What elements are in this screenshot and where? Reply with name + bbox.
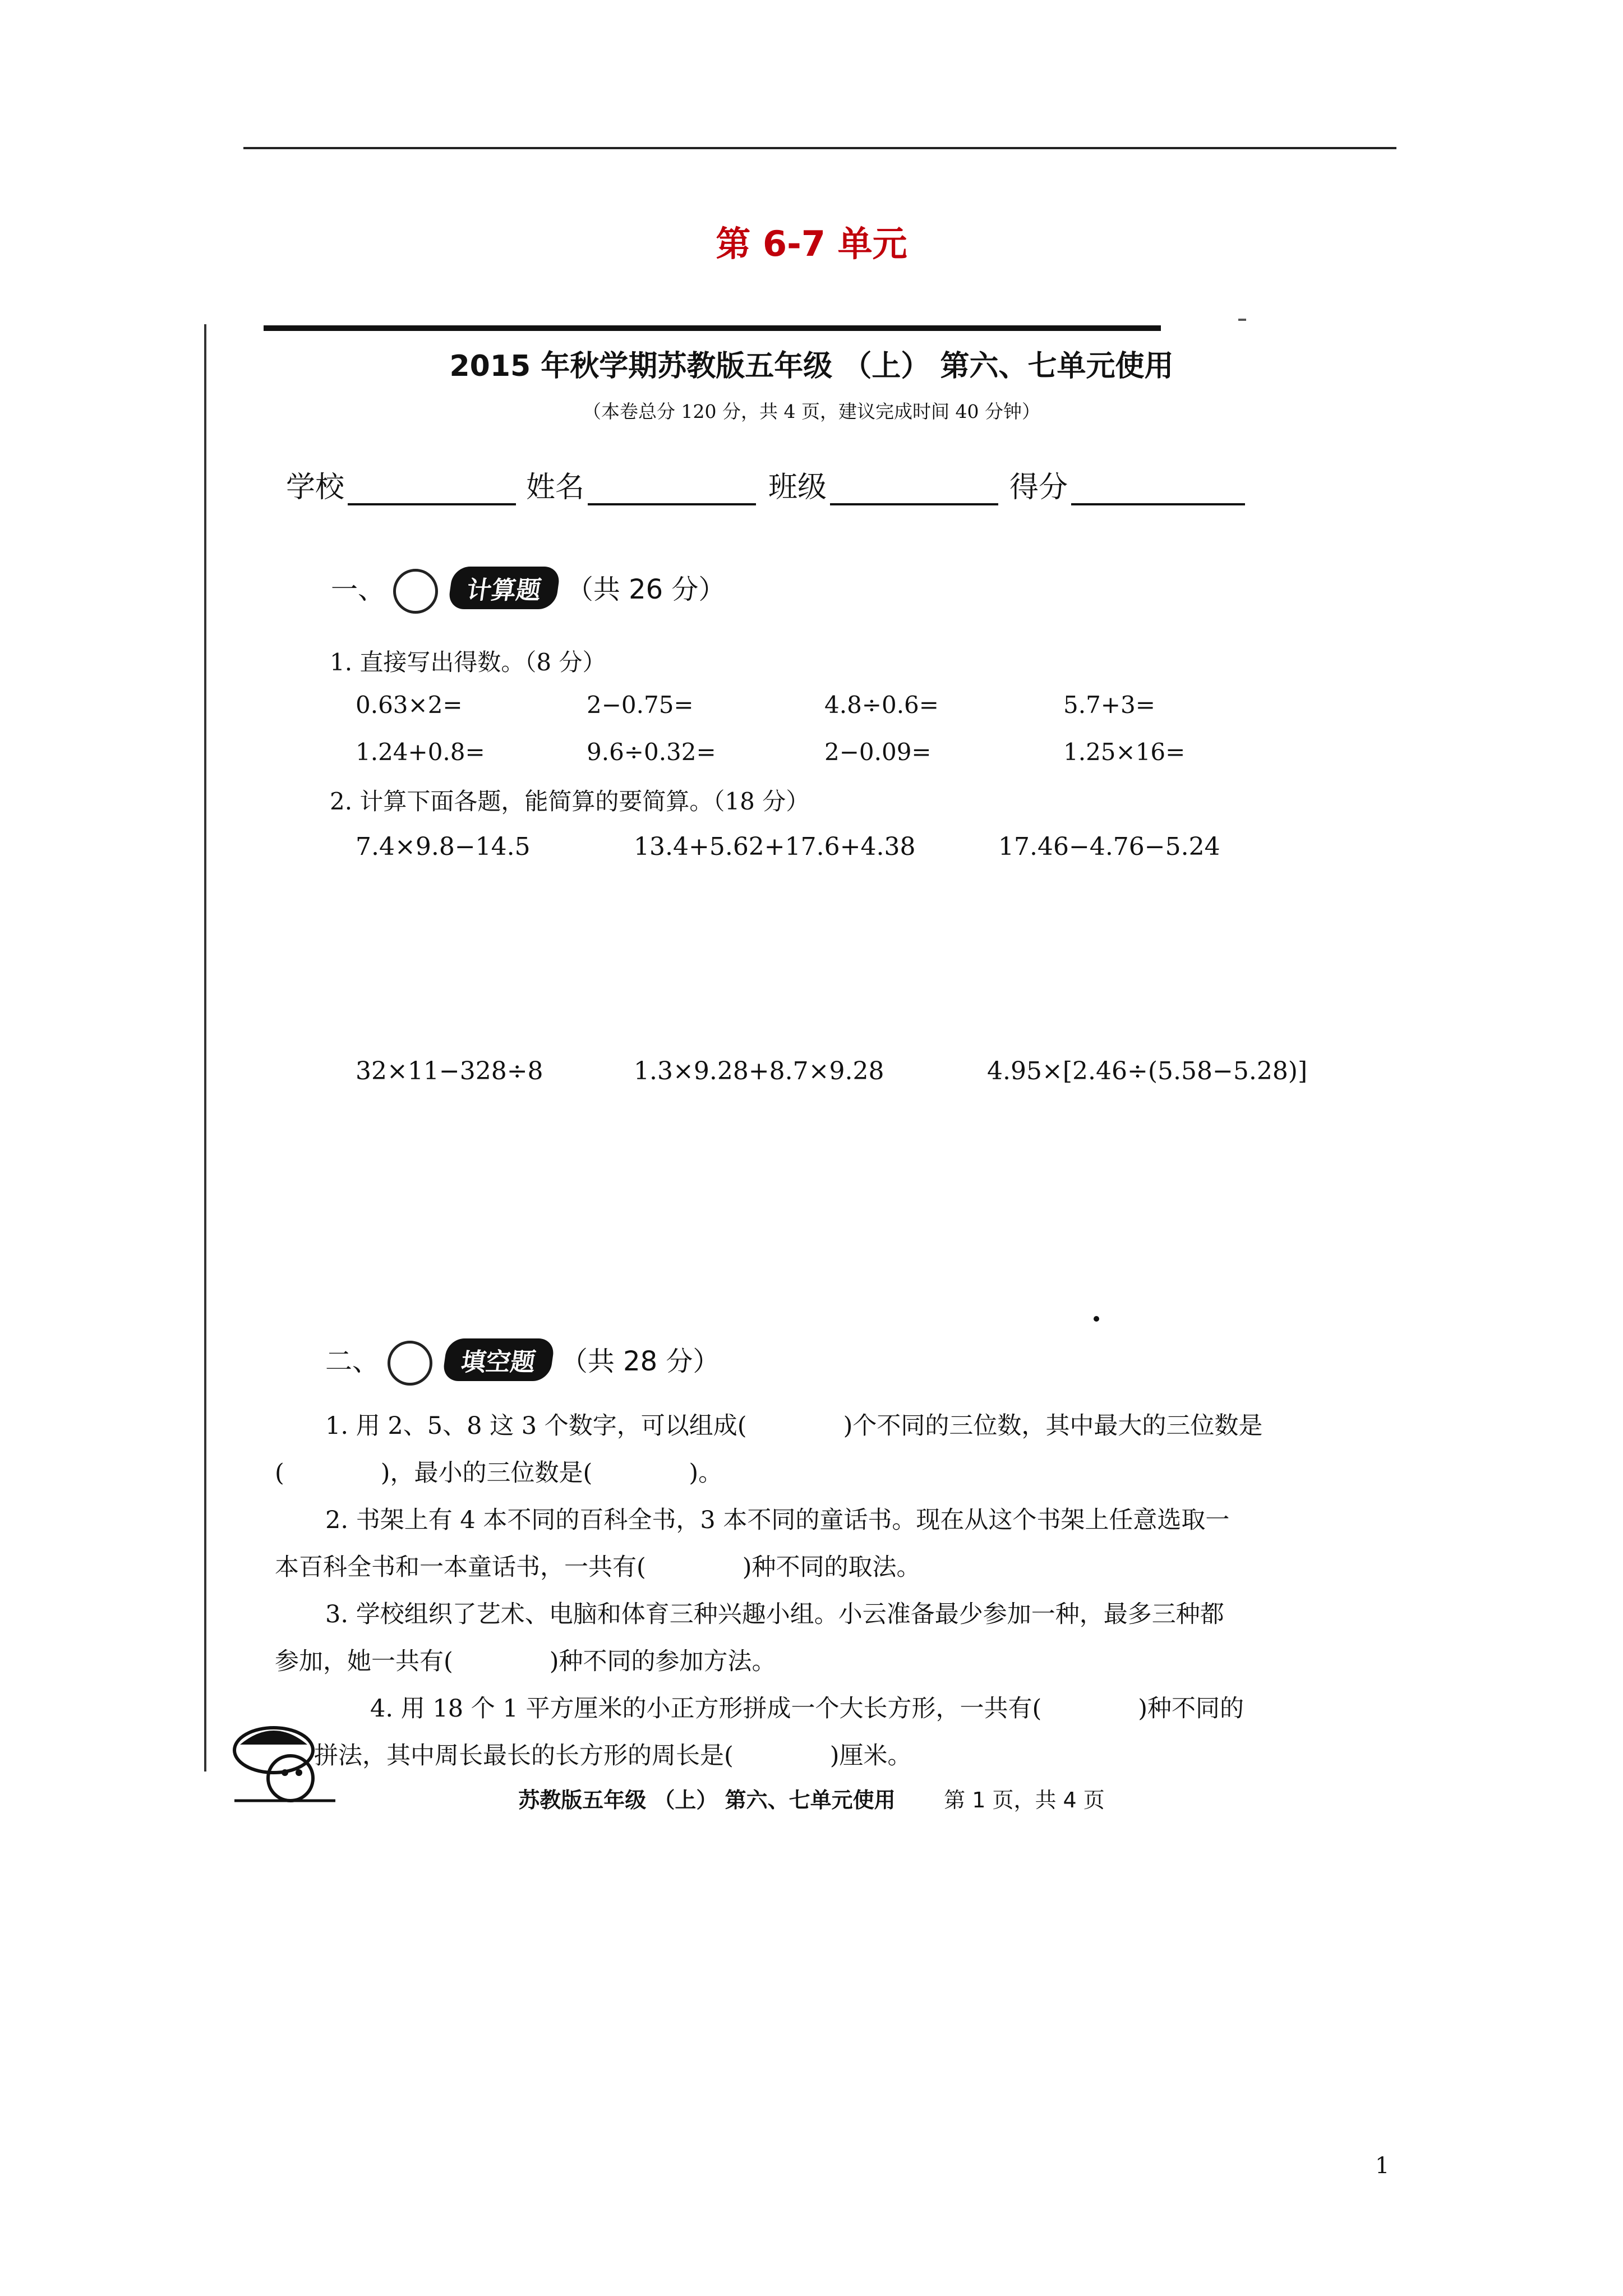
calc-item: 1.25×16=	[1063, 738, 1186, 766]
question-title: 2. 计算下面各题，能简算的要简算。（18 分）	[330, 788, 810, 815]
fill-line: ( )，最小的三位数是( )。	[275, 1459, 723, 1487]
calc-problem: 7.4×9.8−14.5	[356, 832, 531, 861]
footer-page-info: 第 1 页，共 4 页	[944, 1788, 1105, 1812]
calc-problem: 1.3×9.28+8.7×9.28	[634, 1057, 884, 1085]
fill-line: 本百科全书和一本童话书，一共有( )种不同的取法。	[275, 1553, 921, 1581]
calc-problem: 4.95×[2.46÷(5.58−5.28)]	[987, 1057, 1308, 1085]
info-blank	[348, 478, 516, 505]
calc-item: 5.7+3=	[1063, 691, 1155, 719]
mascot-icon	[393, 569, 438, 614]
section-2-header	[325, 1338, 720, 1386]
page-number: 1	[1375, 2153, 1390, 2179]
section-badge: 填空题	[441, 1338, 555, 1381]
question-title: 1. 直接写出得数。（8 分）	[330, 648, 606, 676]
footer-text: 苏教版五年级 （上） 第六、七单元使用	[518, 1788, 896, 1812]
info-blank	[1071, 478, 1245, 505]
info-field-score	[1009, 463, 1245, 505]
calc-item: 1.24+0.8=	[356, 738, 485, 766]
fill-line: 参加，她一共有( )种不同的参加方法。	[275, 1648, 776, 1676]
calc-problem: 17.46−4.76−5.24	[998, 832, 1220, 861]
info-blank	[588, 478, 756, 505]
section-1-header	[331, 567, 725, 614]
scan-top-rule	[264, 325, 1161, 331]
fill-line: 3. 学校组织了艺术、电脑和体育三种兴趣小组。小云准备最少参加一种，最多三种都	[325, 1600, 1224, 1628]
calc-problem: 32×11−328÷8	[356, 1057, 543, 1085]
info-field-school	[286, 463, 516, 505]
top-rule	[243, 147, 1396, 149]
section-number: 二、	[325, 1346, 380, 1377]
info-label: 班级	[768, 471, 827, 504]
info-blank	[830, 478, 998, 505]
exam-subtitle: （本卷总分 120 分，共 4 页，建议完成时间 40 分钟）	[583, 401, 1040, 422]
fill-line: 拼法，其中周长最长的长方形的周长是( )厘米。	[314, 1742, 912, 1770]
exam-title: 2015 年秋学期苏教版五年级 （上） 第六、七单元使用	[449, 349, 1174, 383]
document-title: 第 6-7 单元	[716, 223, 907, 264]
fill-line: 2. 书架上有 4 本不同的百科全书，3 本不同的童话书。现在从这个书架上任意选取一	[325, 1506, 1230, 1534]
calc-item: 9.6÷0.32=	[587, 738, 716, 766]
calc-item: 0.63×2=	[356, 691, 463, 719]
section-badge: 计算题	[447, 567, 561, 609]
info-field-class	[768, 463, 998, 505]
fill-line: 4. 用 18 个 1 平方厘米的小正方形拼成一个大长方形，一共有( )种不同的	[370, 1695, 1244, 1723]
calc-item: 4.8÷0.6=	[824, 691, 939, 719]
scan-speck	[1094, 1316, 1099, 1322]
section-number: 一、	[331, 574, 385, 605]
scan-left-border	[204, 324, 206, 1772]
info-label: 姓名	[526, 471, 585, 504]
section-points: （共 26 分）	[566, 574, 726, 605]
calc-item: 2−0.75=	[587, 691, 694, 719]
scan-mark	[1238, 319, 1246, 321]
section-points: （共 28 分）	[560, 1346, 720, 1377]
calc-item: 2−0.09=	[824, 738, 932, 766]
info-label: 学校	[286, 471, 345, 504]
mascot-icon	[388, 1341, 432, 1386]
page-footer	[0, 1783, 1623, 1814]
calc-problem: 13.4+5.62+17.6+4.38	[634, 832, 916, 861]
fill-line: 1. 用 2、5、8 这 3 个数字，可以组成( )个不同的三位数，其中最大的三位数是	[325, 1412, 1263, 1440]
info-label: 得分	[1009, 471, 1068, 504]
info-field-name	[526, 463, 756, 505]
